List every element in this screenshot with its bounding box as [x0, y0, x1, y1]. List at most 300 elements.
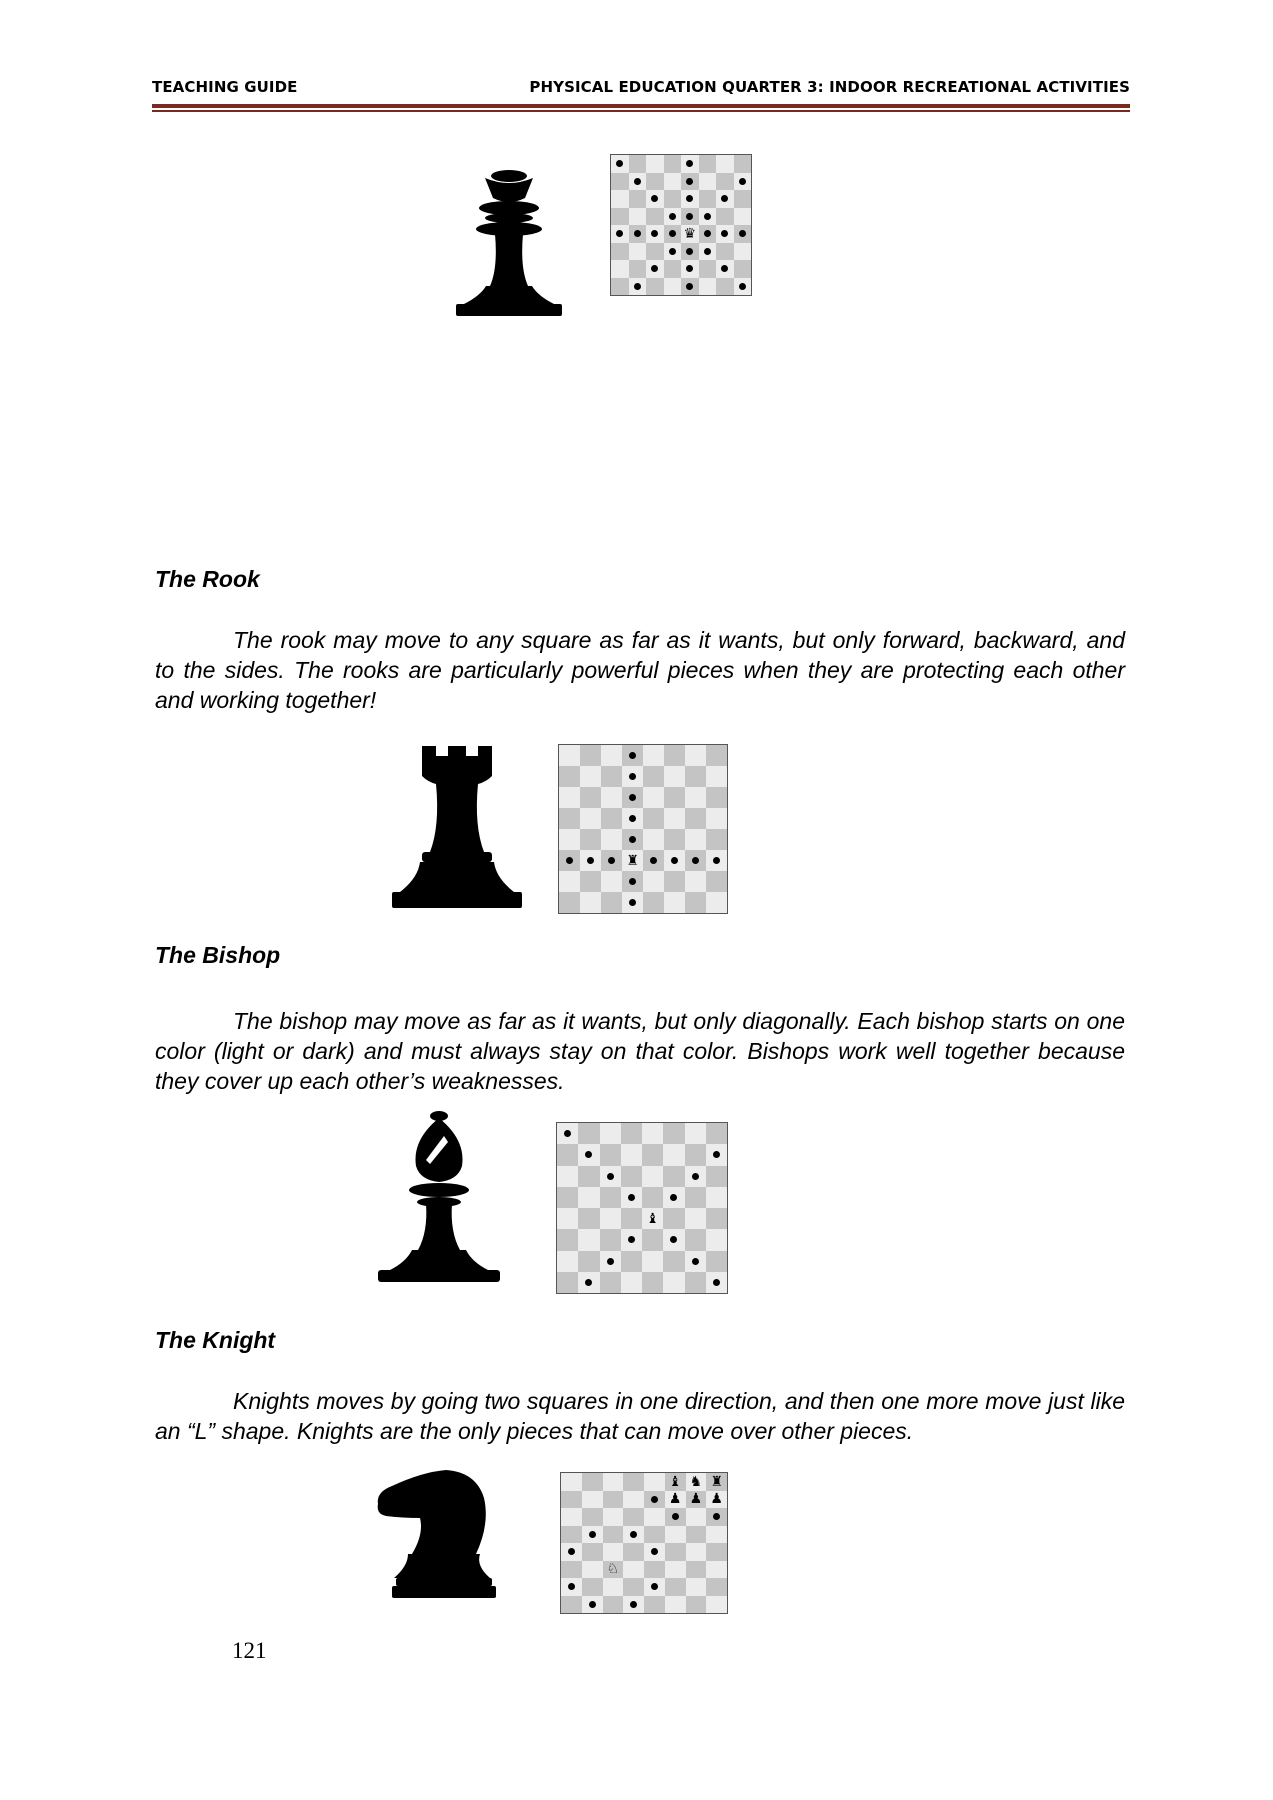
board-square: [600, 1166, 621, 1187]
move-dot: [686, 265, 693, 272]
board-square: [646, 208, 664, 226]
board-square: [663, 1251, 684, 1272]
board-square: [646, 260, 664, 278]
bishop-move-board: [556, 1122, 728, 1294]
board-square: [664, 745, 685, 766]
board-piece: ♘: [606, 1561, 620, 1578]
board-square: [611, 278, 629, 296]
board-square: [685, 1166, 706, 1187]
board-square: [664, 808, 685, 829]
board-square: [623, 1473, 644, 1491]
board-square: [685, 892, 706, 913]
move-dot: [713, 1151, 720, 1158]
board-square: [699, 225, 717, 243]
board-square: [622, 850, 643, 871]
board-square: [642, 1251, 663, 1272]
board-square: [685, 1251, 706, 1272]
move-dot: [739, 178, 746, 185]
board-square: [642, 1187, 663, 1208]
move-dot: [589, 1531, 596, 1538]
board-square: [643, 808, 664, 829]
board-square: [557, 1166, 578, 1187]
board-square: [685, 1229, 706, 1250]
board-square: [557, 1144, 578, 1165]
board-square: [664, 208, 682, 226]
board-square: [665, 1561, 686, 1579]
board-square: [603, 1596, 624, 1614]
move-dot: [585, 1151, 592, 1158]
board-square: [664, 871, 685, 892]
board-square: [600, 1229, 621, 1250]
board-square: [685, 787, 706, 808]
board-square: [629, 278, 647, 296]
board-square: [681, 173, 699, 191]
board-square: [561, 1491, 582, 1509]
board-piece: ♝: [646, 1210, 659, 1227]
move-dot: [630, 1531, 637, 1538]
board-square: [663, 1166, 684, 1187]
move-dot: [721, 195, 728, 202]
board-piece: ♟: [710, 1491, 723, 1508]
move-dot: [629, 878, 636, 885]
move-dot: [628, 1194, 635, 1201]
move-dot: [629, 752, 636, 759]
board-square: [699, 155, 717, 173]
board-square: [582, 1543, 603, 1561]
board-square: [663, 1208, 684, 1229]
move-dot: [670, 1236, 677, 1243]
board-square: [644, 1543, 665, 1561]
board-square: [706, 1508, 727, 1526]
board-square: [561, 1596, 582, 1614]
board-square: [643, 829, 664, 850]
board-square: [600, 1251, 621, 1272]
move-dot: [670, 1194, 677, 1201]
board-square: [622, 808, 643, 829]
board-square: [646, 173, 664, 191]
board-square: [601, 808, 622, 829]
board-square: [643, 766, 664, 787]
board-square: [664, 243, 682, 261]
board-square: [664, 829, 685, 850]
board-square: [580, 745, 601, 766]
page-number: 121: [232, 1638, 267, 1663]
move-dot: [616, 160, 623, 167]
board-square: [716, 155, 734, 173]
move-dot: [686, 160, 693, 167]
board-square: [734, 260, 752, 278]
move-dot: [671, 857, 678, 864]
board-square: [706, 1473, 727, 1491]
board-square: [664, 173, 682, 191]
knight-heading: The Knight: [155, 1327, 276, 1353]
move-dot: [634, 283, 641, 290]
board-square: [665, 1543, 686, 1561]
board-square: [582, 1596, 603, 1614]
board-square: [578, 1166, 599, 1187]
board-square: [685, 1187, 706, 1208]
board-square: [734, 190, 752, 208]
board-piece: ♛: [683, 225, 697, 242]
move-dot: [568, 1583, 575, 1590]
board-square: [706, 892, 727, 913]
header-rule-thin: [152, 110, 1130, 112]
move-dot: [686, 248, 693, 255]
board-square: [611, 190, 629, 208]
board-square: [561, 1508, 582, 1526]
board-square: [557, 1272, 578, 1293]
board-square: [582, 1578, 603, 1596]
board-square: [699, 243, 717, 261]
header-right-text: PHYSICAL EDUCATION QUARTER 3: INDOOR RECREATIONAL ACTIVITIES: [529, 78, 1130, 96]
board-square: [603, 1543, 624, 1561]
board-square: [643, 892, 664, 913]
board-square: [665, 1508, 686, 1526]
board-square: [623, 1526, 644, 1544]
board-square: [665, 1491, 686, 1509]
move-dot: [629, 794, 636, 801]
board-square: [663, 1272, 684, 1293]
board-square: [621, 1208, 642, 1229]
board-square: [622, 871, 643, 892]
board-square: [716, 225, 734, 243]
board-square: [664, 766, 685, 787]
board-square: [716, 208, 734, 226]
board-square: [706, 787, 727, 808]
board-square: [600, 1208, 621, 1229]
board-square: [622, 787, 643, 808]
board-square: [622, 892, 643, 913]
board-square: [643, 745, 664, 766]
board-square: [642, 1272, 663, 1293]
move-dot: [634, 230, 641, 237]
board-square: [559, 850, 580, 871]
board-square: [582, 1561, 603, 1579]
board-square: [600, 1123, 621, 1144]
board-square: [622, 829, 643, 850]
board-square: [664, 190, 682, 208]
board-square: [685, 1144, 706, 1165]
board-square: [559, 871, 580, 892]
board-square: [681, 260, 699, 278]
board-square: [699, 278, 717, 296]
board-square: [559, 766, 580, 787]
board-square: [663, 1229, 684, 1250]
board-piece: ♜: [710, 1473, 723, 1490]
board-square: [664, 787, 685, 808]
board-square: [601, 745, 622, 766]
knight-move-board: [560, 1472, 728, 1614]
move-dot: [692, 857, 699, 864]
board-square: [580, 787, 601, 808]
board-square: [582, 1526, 603, 1544]
board-square: [603, 1508, 624, 1526]
board-square: [686, 1508, 707, 1526]
board-square: [706, 1561, 727, 1579]
board-square: [646, 190, 664, 208]
board-square: [559, 745, 580, 766]
move-dot: [739, 230, 746, 237]
move-dot: [713, 1279, 720, 1286]
board-square: [629, 190, 647, 208]
board-square: [622, 766, 643, 787]
board-square: [686, 1473, 707, 1491]
board-square: [716, 278, 734, 296]
board-square: [716, 190, 734, 208]
bishop-piece-image: [376, 1110, 502, 1286]
board-square: [664, 260, 682, 278]
board-square: [611, 173, 629, 191]
move-dot: [713, 857, 720, 864]
board-square: [580, 829, 601, 850]
bishop-paragraph: The bishop may move as far as it wants, but only diagonally. Each bishop starts on one color (light or dark) and must always stay on that color. Bishops work well together because they cover up each other’s weaknesses.: [155, 1008, 1125, 1094]
board-square: [578, 1144, 599, 1165]
board-square: [706, 808, 727, 829]
rook-piece-image: [392, 746, 522, 912]
board-square: [664, 892, 685, 913]
board-square: [646, 225, 664, 243]
knight-piece-image: [372, 1468, 516, 1602]
move-dot: [651, 1583, 658, 1590]
move-dot: [669, 248, 676, 255]
board-square: [681, 243, 699, 261]
board-square: [664, 225, 682, 243]
board-square: [685, 1208, 706, 1229]
board-square: [629, 208, 647, 226]
board-square: [716, 173, 734, 191]
board-square: [706, 1491, 727, 1509]
board-square: [681, 278, 699, 296]
move-dot: [704, 248, 711, 255]
board-square: [685, 850, 706, 871]
board-square: [644, 1578, 665, 1596]
board-square: [685, 766, 706, 787]
board-square: [686, 1543, 707, 1561]
board-square: [642, 1144, 663, 1165]
board-square: [734, 173, 752, 191]
running-header: [152, 78, 1130, 100]
move-dot: [568, 1548, 575, 1555]
board-square: [611, 155, 629, 173]
move-dot: [634, 178, 641, 185]
board-square: [663, 1187, 684, 1208]
board-square: [706, 1187, 727, 1208]
board-square: [557, 1208, 578, 1229]
board-square: [644, 1508, 665, 1526]
board-square: [557, 1187, 578, 1208]
knight-paragraph: Knights moves by going two squares in one direction, and then one more move just like an “L” shape. Knights are the only pieces that can move over other pieces.: [155, 1388, 1125, 1444]
move-dot: [692, 1258, 699, 1265]
board-square: [600, 1187, 621, 1208]
move-dot: [587, 857, 594, 864]
board-square: [603, 1561, 624, 1579]
board-square: [578, 1123, 599, 1144]
move-dot: [629, 773, 636, 780]
board-square: [561, 1561, 582, 1579]
board-square: [665, 1526, 686, 1544]
board-square: [578, 1272, 599, 1293]
board-square: [629, 225, 647, 243]
board-square: [685, 871, 706, 892]
board-square: [706, 1578, 727, 1596]
board-square: [699, 208, 717, 226]
board-square: [603, 1491, 624, 1509]
board-square: [699, 173, 717, 191]
move-dot: [651, 265, 658, 272]
board-square: [646, 243, 664, 261]
board-square: [706, 829, 727, 850]
move-dot: [713, 1513, 720, 1520]
board-square: [600, 1144, 621, 1165]
board-square: [643, 787, 664, 808]
board-square: [706, 1229, 727, 1250]
queen-move-board: [610, 154, 752, 296]
queen-piece-image: [450, 168, 568, 320]
board-square: [621, 1229, 642, 1250]
move-dot: [686, 178, 693, 185]
board-square: [685, 808, 706, 829]
move-dot: [607, 1173, 614, 1180]
board-square: [706, 1596, 727, 1614]
board-square: [686, 1526, 707, 1544]
board-square: [629, 260, 647, 278]
board-square: [665, 1473, 686, 1491]
board-square: [578, 1208, 599, 1229]
board-square: [629, 173, 647, 191]
board-square: [644, 1596, 665, 1614]
move-dot: [607, 1258, 614, 1265]
board-square: [706, 1251, 727, 1272]
move-dot: [651, 195, 658, 202]
move-dot: [629, 815, 636, 822]
board-square: [559, 829, 580, 850]
board-square: [686, 1561, 707, 1579]
move-dot: [686, 213, 693, 220]
board-square: [557, 1251, 578, 1272]
board-square: [623, 1578, 644, 1596]
board-square: [706, 1208, 727, 1229]
board-square: [559, 892, 580, 913]
move-dot: [651, 1496, 658, 1503]
move-dot: [686, 195, 693, 202]
board-square: [603, 1473, 624, 1491]
board-square: [665, 1578, 686, 1596]
board-square: [686, 1578, 707, 1596]
board-square: [663, 1144, 684, 1165]
board-square: [706, 1526, 727, 1544]
board-square: [706, 1123, 727, 1144]
move-dot: [630, 1601, 637, 1608]
board-square: [623, 1543, 644, 1561]
board-square: [642, 1166, 663, 1187]
board-square: [629, 243, 647, 261]
header-rule-thick: [152, 104, 1130, 108]
board-square: [621, 1166, 642, 1187]
move-dot: [628, 1236, 635, 1243]
board-square: [580, 808, 601, 829]
board-square: [623, 1491, 644, 1509]
rook-heading: The Rook: [155, 566, 260, 592]
board-square: [601, 850, 622, 871]
move-dot: [692, 1173, 699, 1180]
board-square: [686, 1596, 707, 1614]
board-square: [664, 155, 682, 173]
rook-move-board: [558, 744, 728, 914]
move-dot: [721, 230, 728, 237]
board-square: [646, 278, 664, 296]
board-square: [621, 1251, 642, 1272]
board-square: [557, 1229, 578, 1250]
move-dot: [629, 836, 636, 843]
board-square: [706, 745, 727, 766]
move-dot: [608, 857, 615, 864]
board-square: [601, 892, 622, 913]
board-square: [706, 850, 727, 871]
board-square: [622, 745, 643, 766]
board-square: [716, 243, 734, 261]
board-square: [559, 787, 580, 808]
move-dot: [616, 230, 623, 237]
board-square: [561, 1543, 582, 1561]
board-square: [601, 787, 622, 808]
board-square: [699, 190, 717, 208]
board-square: [623, 1596, 644, 1614]
move-dot: [704, 213, 711, 220]
board-square: [686, 1491, 707, 1509]
bishop-heading: The Bishop: [155, 942, 281, 968]
board-square: [580, 892, 601, 913]
board-square: [611, 243, 629, 261]
board-square: [642, 1123, 663, 1144]
board-square: [623, 1561, 644, 1579]
move-dot: [585, 1279, 592, 1286]
board-piece: ♜: [626, 852, 639, 869]
board-square: [561, 1473, 582, 1491]
board-square: [629, 155, 647, 173]
board-square: [706, 1166, 727, 1187]
move-dot: [672, 1513, 679, 1520]
board-square: [706, 871, 727, 892]
board-square: [681, 155, 699, 173]
board-square: [734, 155, 752, 173]
board-square: [706, 1543, 727, 1561]
board-square: [621, 1123, 642, 1144]
board-square: [600, 1272, 621, 1293]
board-square: [681, 225, 699, 243]
board-square: [643, 871, 664, 892]
move-dot: [651, 1548, 658, 1555]
board-square: [578, 1251, 599, 1272]
board-square: [559, 808, 580, 829]
move-dot: [739, 283, 746, 290]
board-square: [580, 871, 601, 892]
board-square: [734, 208, 752, 226]
board-square: [578, 1187, 599, 1208]
board-square: [644, 1561, 665, 1579]
board-square: [582, 1508, 603, 1526]
rook-paragraph: The rook may move to any square as far as it wants, but only forward, backward, and to the sides. The rooks are particularly powerful pieces when they are protecting each other and working together!: [155, 627, 1125, 713]
board-square: [603, 1526, 624, 1544]
board-square: [621, 1144, 642, 1165]
board-square: [642, 1208, 663, 1229]
board-square: [621, 1272, 642, 1293]
board-square: [611, 260, 629, 278]
board-square: [665, 1596, 686, 1614]
board-square: [706, 1272, 727, 1293]
board-square: [578, 1229, 599, 1250]
board-square: [706, 766, 727, 787]
move-dot: [669, 230, 676, 237]
